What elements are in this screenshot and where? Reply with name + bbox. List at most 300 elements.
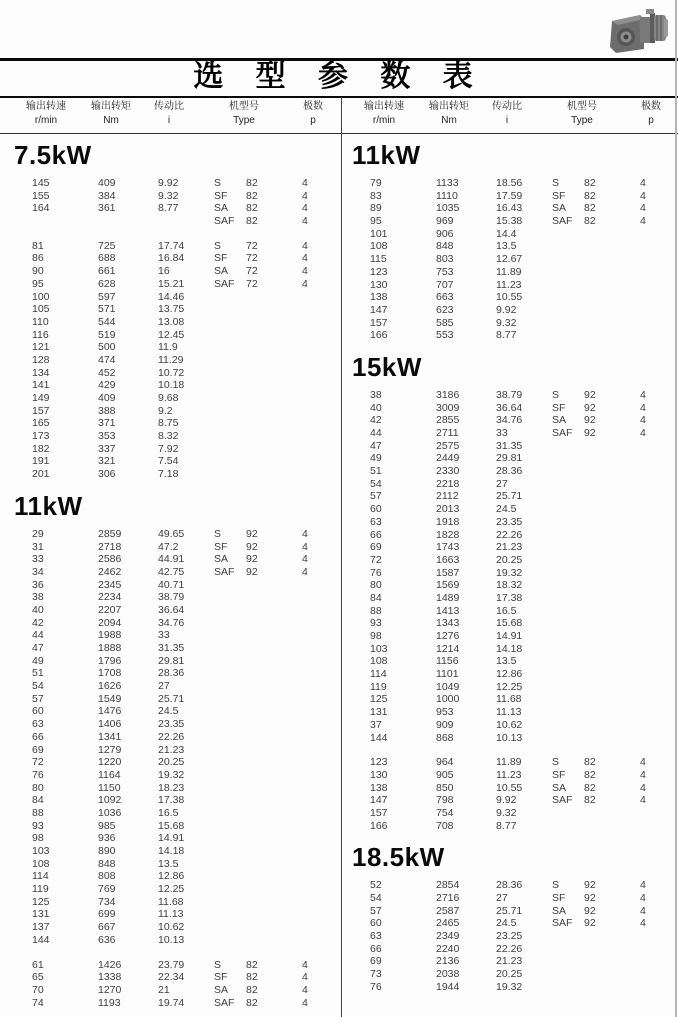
cell-ratio: 19.74 bbox=[158, 996, 185, 1009]
cell-speed: 108 bbox=[370, 240, 388, 253]
cell-ratio: 23.35 bbox=[158, 718, 185, 731]
cell-ratio: 10.55 bbox=[496, 291, 523, 304]
cell-speed: 66 bbox=[370, 942, 382, 955]
cell-ratio: 14.4 bbox=[496, 227, 517, 240]
column-headers-right bbox=[346, 100, 678, 128]
cell-poles: 4 bbox=[302, 239, 308, 252]
cell-speed: 74 bbox=[32, 996, 44, 1009]
cell-speed: 90 bbox=[32, 265, 44, 278]
cell-type-size: 82 bbox=[584, 794, 596, 807]
table-row bbox=[8, 604, 340, 617]
cell-ratio: 24.5 bbox=[158, 705, 179, 718]
cell-torque: 850 bbox=[436, 781, 454, 794]
cell-ratio: 10.55 bbox=[496, 781, 523, 794]
cell-speed: 66 bbox=[370, 528, 382, 541]
cell-ratio: 14.91 bbox=[496, 630, 523, 642]
table-row bbox=[346, 756, 678, 769]
column-header bbox=[288, 100, 338, 128]
cell-speed: 84 bbox=[370, 591, 382, 604]
cell-torque: 384 bbox=[98, 189, 116, 202]
cell-poles: 4 bbox=[640, 756, 646, 769]
cell-speed: 63 bbox=[370, 930, 382, 943]
cell-speed: 60 bbox=[370, 503, 382, 516]
cell-torque: 1476 bbox=[98, 705, 122, 718]
table-row bbox=[346, 968, 678, 981]
cell-type-prefix: SA bbox=[214, 553, 229, 566]
cell-torque: 3009 bbox=[436, 401, 460, 414]
cell-ratio: 27 bbox=[158, 680, 170, 693]
cell-type-size: 92 bbox=[246, 565, 258, 578]
cell-speed: 103 bbox=[32, 845, 50, 857]
cell-speed: 123 bbox=[370, 265, 388, 278]
cell-ratio: 11.13 bbox=[496, 706, 522, 719]
cell-speed: 60 bbox=[32, 705, 44, 718]
cell-torque: 519 bbox=[98, 328, 116, 341]
table-row bbox=[346, 516, 678, 529]
cell-ratio: 14.46 bbox=[158, 290, 185, 303]
cell-ratio: 27 bbox=[496, 892, 508, 904]
cell-torque: 754 bbox=[436, 806, 454, 819]
column-header-unit: p bbox=[310, 115, 316, 126]
cell-ratio: 15.21 bbox=[158, 277, 185, 290]
cell-torque: 1708 bbox=[98, 667, 122, 680]
cell-ratio: 10.62 bbox=[158, 921, 185, 934]
cell-torque: 1828 bbox=[436, 528, 460, 541]
power-section-heading: 7.5kW bbox=[14, 140, 92, 170]
cell-torque: 1663 bbox=[436, 553, 460, 566]
cell-poles: 4 bbox=[302, 540, 308, 553]
cell-torque: 2094 bbox=[98, 616, 122, 629]
table-row bbox=[8, 832, 340, 845]
table-row bbox=[346, 693, 678, 706]
data-group bbox=[8, 177, 340, 228]
table-row bbox=[8, 591, 340, 604]
cell-speed: 138 bbox=[370, 291, 388, 304]
cell-torque: 2112 bbox=[436, 490, 459, 503]
cell-ratio: 13.75 bbox=[158, 303, 185, 316]
cell-torque: 890 bbox=[98, 845, 116, 857]
cell-speed: 93 bbox=[32, 819, 44, 832]
cell-type-prefix: SA bbox=[214, 202, 229, 215]
data-group bbox=[8, 959, 340, 1010]
cell-torque: 371 bbox=[98, 417, 116, 430]
table-row bbox=[8, 329, 340, 342]
cell-torque: 1569 bbox=[436, 579, 460, 592]
cell-torque: 1193 bbox=[98, 996, 121, 1009]
cell-speed: 84 bbox=[32, 794, 44, 807]
cell-ratio: 9.68 bbox=[158, 392, 179, 404]
cell-speed: 145 bbox=[32, 177, 50, 189]
cell-ratio: 25.71 bbox=[496, 904, 523, 917]
cell-speed: 38 bbox=[370, 388, 382, 401]
cell-torque: 663 bbox=[436, 291, 454, 304]
table-row bbox=[346, 304, 678, 317]
cell-ratio: 12.67 bbox=[496, 253, 523, 266]
cell-torque: 2465 bbox=[436, 917, 460, 930]
cell-speed: 130 bbox=[370, 278, 388, 291]
cell-ratio: 9.32 bbox=[158, 189, 179, 202]
table-row bbox=[346, 490, 678, 503]
cell-poles: 4 bbox=[302, 565, 308, 578]
cell-speed: 33 bbox=[32, 553, 44, 566]
cell-speed: 128 bbox=[32, 353, 50, 366]
cell-torque: 964 bbox=[436, 756, 454, 769]
cell-ratio: 15.38 bbox=[496, 215, 523, 228]
cell-ratio: 7.92 bbox=[158, 442, 179, 455]
cell-speed: 36 bbox=[32, 578, 44, 591]
cell-speed: 157 bbox=[370, 806, 388, 819]
cell-speed: 44 bbox=[370, 427, 382, 439]
cell-torque: 2854 bbox=[436, 879, 460, 892]
cell-type-prefix: S bbox=[214, 527, 222, 540]
cell-ratio: 16.5 bbox=[158, 806, 179, 819]
cell-poles: 4 bbox=[640, 177, 646, 189]
cell-ratio: 10.13 bbox=[158, 933, 185, 946]
cell-speed: 131 bbox=[32, 908, 50, 921]
cell-torque: 585 bbox=[436, 316, 454, 329]
cell-ratio: 17.74 bbox=[158, 239, 185, 252]
table-row bbox=[8, 934, 340, 947]
cell-type-prefix: SAF bbox=[552, 215, 573, 228]
cell-ratio: 27 bbox=[496, 477, 508, 490]
cell-torque: 1150 bbox=[98, 781, 121, 794]
cell-ratio: 10.18 bbox=[158, 379, 185, 392]
cell-poles: 4 bbox=[302, 971, 308, 984]
table-row bbox=[346, 769, 678, 782]
table-row bbox=[8, 367, 340, 380]
cell-speed: 108 bbox=[32, 857, 50, 870]
cell-torque: 936 bbox=[98, 832, 116, 845]
cell-speed: 60 bbox=[370, 917, 382, 930]
cell-speed: 38 bbox=[32, 591, 44, 604]
cell-speed: 110 bbox=[32, 315, 49, 328]
table-row bbox=[8, 769, 340, 782]
cell-ratio: 23.79 bbox=[158, 958, 185, 971]
cell-torque: 353 bbox=[98, 430, 116, 443]
table-row bbox=[8, 718, 340, 731]
cell-type-prefix: SF bbox=[552, 768, 566, 781]
cell-ratio: 29.81 bbox=[158, 654, 185, 667]
cell-torque: 905 bbox=[436, 768, 454, 781]
cell-ratio: 13.5 bbox=[496, 240, 517, 253]
page-title: 选 型 参 数 表 bbox=[193, 60, 485, 93]
cell-torque: 1220 bbox=[98, 756, 122, 769]
cell-torque: 1944 bbox=[436, 980, 460, 993]
table-row bbox=[8, 794, 340, 807]
table-row bbox=[346, 414, 678, 427]
cell-ratio: 21.23 bbox=[496, 955, 523, 968]
cell-poles: 4 bbox=[640, 427, 646, 439]
cell-torque: 2575 bbox=[436, 439, 460, 452]
cell-speed: 166 bbox=[370, 819, 388, 832]
cell-torque: 1343 bbox=[436, 617, 460, 630]
cell-speed: 51 bbox=[32, 667, 44, 680]
table-row bbox=[8, 959, 340, 972]
cell-torque: 2349 bbox=[436, 930, 460, 943]
table-row bbox=[8, 896, 340, 909]
cell-torque: 409 bbox=[98, 392, 116, 404]
cell-torque: 2330 bbox=[436, 465, 460, 478]
table-row bbox=[8, 908, 340, 921]
cell-speed: 88 bbox=[370, 604, 382, 617]
cell-torque: 699 bbox=[98, 908, 116, 921]
cell-torque: 1626 bbox=[98, 680, 122, 693]
table-row bbox=[346, 478, 678, 491]
cell-ratio: 38.79 bbox=[496, 388, 523, 401]
column-header bbox=[538, 100, 626, 128]
cell-torque: 2136 bbox=[436, 955, 460, 968]
cell-speed: 157 bbox=[32, 404, 50, 417]
cell-type-size: 92 bbox=[584, 388, 596, 401]
column-header-label: 输出转矩 bbox=[91, 101, 131, 112]
cell-torque: 1279 bbox=[98, 743, 122, 756]
header-rule-bottom bbox=[0, 133, 678, 134]
table-row bbox=[8, 807, 340, 820]
cell-ratio: 31.35 bbox=[158, 642, 185, 654]
cell-ratio: 47.2 bbox=[158, 540, 179, 553]
table-row bbox=[346, 266, 678, 279]
cell-ratio: 9.32 bbox=[496, 806, 517, 819]
cell-torque: 667 bbox=[98, 921, 116, 934]
cell-speed: 134 bbox=[32, 366, 50, 379]
cell-speed: 121 bbox=[32, 341, 50, 354]
cell-speed: 114 bbox=[32, 870, 49, 883]
cell-type-prefix: SF bbox=[214, 540, 228, 553]
cell-type-prefix: S bbox=[552, 177, 560, 189]
table-row bbox=[346, 253, 678, 266]
cell-speed: 157 bbox=[370, 316, 388, 329]
table-row bbox=[346, 917, 678, 930]
cell-type-size: 82 bbox=[246, 177, 258, 189]
cell-speed: 42 bbox=[32, 616, 44, 629]
cell-torque: 798 bbox=[436, 794, 454, 807]
cell-ratio: 10.13 bbox=[496, 731, 523, 744]
cell-ratio: 13.5 bbox=[496, 655, 517, 668]
cell-speed: 155 bbox=[32, 189, 50, 202]
cell-type-size: 82 bbox=[584, 189, 596, 202]
cell-type-size: 92 bbox=[584, 904, 596, 917]
table-row bbox=[346, 215, 678, 228]
cell-ratio: 23.25 bbox=[496, 930, 523, 943]
cell-ratio: 31.35 bbox=[496, 439, 523, 452]
table-row bbox=[346, 943, 678, 956]
cell-torque: 953 bbox=[436, 706, 454, 719]
table-row bbox=[8, 252, 340, 265]
cell-type-prefix: SAF bbox=[552, 917, 573, 930]
cell-torque: 753 bbox=[436, 265, 454, 278]
cell-torque: 597 bbox=[98, 290, 116, 303]
cell-ratio: 18.56 bbox=[496, 177, 523, 189]
column-header-label: 输出转矩 bbox=[429, 101, 469, 112]
cell-speed: 86 bbox=[32, 252, 44, 265]
cell-ratio: 34.76 bbox=[496, 414, 523, 427]
table-row bbox=[8, 680, 340, 693]
table-row bbox=[8, 858, 340, 871]
cell-type-prefix: S bbox=[214, 239, 222, 252]
cell-torque: 1101 bbox=[436, 668, 459, 681]
cell-speed: 70 bbox=[32, 983, 44, 996]
column-header-label: 极数 bbox=[303, 101, 323, 112]
cell-speed: 147 bbox=[370, 794, 388, 807]
cell-type-size: 82 bbox=[584, 215, 596, 228]
cell-ratio: 44.91 bbox=[158, 553, 185, 566]
cell-ratio: 10.62 bbox=[496, 718, 523, 731]
cell-speed: 144 bbox=[32, 933, 50, 946]
cell-speed: 29 bbox=[32, 527, 44, 540]
cell-ratio: 9.92 bbox=[496, 303, 517, 316]
cell-speed: 72 bbox=[370, 553, 382, 566]
table-row bbox=[8, 541, 340, 554]
table-row bbox=[346, 681, 678, 694]
cell-type-size: 92 bbox=[584, 879, 596, 892]
table-row bbox=[346, 820, 678, 833]
cell-torque: 769 bbox=[98, 883, 116, 896]
table-row bbox=[346, 329, 678, 342]
cell-speed: 31 bbox=[32, 540, 44, 553]
cell-torque: 2859 bbox=[98, 527, 122, 540]
cell-speed: 49 bbox=[370, 452, 382, 465]
cell-ratio: 11.68 bbox=[158, 895, 184, 908]
cell-torque: 2587 bbox=[436, 904, 460, 917]
cell-torque: 803 bbox=[436, 253, 454, 266]
cell-poles: 4 bbox=[640, 189, 646, 202]
table-row bbox=[8, 468, 340, 481]
cell-torque: 571 bbox=[98, 303, 116, 316]
cell-speed: 191 bbox=[32, 455, 50, 468]
cell-torque: 707 bbox=[436, 278, 454, 291]
cell-speed: 57 bbox=[370, 904, 382, 917]
cell-speed: 165 bbox=[32, 417, 50, 430]
cell-speed: 81 bbox=[32, 239, 44, 252]
table-row bbox=[346, 981, 678, 994]
scan-edge-shadow bbox=[675, 0, 677, 1017]
cell-ratio: 11.9 bbox=[158, 341, 178, 354]
cell-torque: 1092 bbox=[98, 794, 122, 807]
cell-torque: 985 bbox=[98, 819, 116, 832]
cell-torque: 2855 bbox=[436, 414, 460, 427]
cell-speed: 80 bbox=[370, 579, 382, 592]
table-row bbox=[8, 997, 340, 1010]
cell-ratio: 21 bbox=[158, 983, 170, 996]
table-row bbox=[8, 921, 340, 934]
table-row bbox=[8, 291, 340, 304]
cell-type-size: 82 bbox=[584, 177, 596, 189]
cell-torque: 969 bbox=[436, 215, 454, 228]
cell-speed: 130 bbox=[370, 768, 388, 781]
cell-torque: 2586 bbox=[98, 553, 122, 566]
cell-type-size: 72 bbox=[246, 239, 258, 252]
table-row bbox=[8, 341, 340, 354]
data-group bbox=[346, 389, 678, 744]
cell-type-prefix: SAF bbox=[552, 794, 573, 807]
cell-torque: 2013 bbox=[436, 503, 460, 516]
cell-type-size: 82 bbox=[246, 996, 258, 1009]
cell-type-size: 92 bbox=[246, 553, 258, 566]
table-row bbox=[8, 883, 340, 896]
cell-torque: 628 bbox=[98, 277, 116, 290]
cell-ratio: 11.68 bbox=[496, 693, 522, 706]
table-row bbox=[346, 592, 678, 605]
cell-speed: 114 bbox=[370, 668, 387, 681]
cell-poles: 4 bbox=[640, 388, 646, 401]
cell-speed: 40 bbox=[370, 401, 382, 414]
table-row bbox=[346, 279, 678, 292]
cell-poles: 4 bbox=[302, 527, 308, 540]
cell-torque: 1133 bbox=[436, 177, 459, 189]
cell-speed: 182 bbox=[32, 442, 50, 455]
data-group bbox=[346, 177, 678, 342]
cell-torque: 848 bbox=[98, 857, 116, 870]
table-row bbox=[8, 731, 340, 744]
cell-poles: 4 bbox=[302, 215, 308, 228]
cell-torque: 452 bbox=[98, 366, 116, 379]
cell-ratio: 16.84 bbox=[158, 252, 185, 265]
cell-type-size: 82 bbox=[246, 215, 258, 228]
cell-torque: 1000 bbox=[436, 693, 460, 706]
cell-poles: 4 bbox=[302, 252, 308, 265]
cell-speed: 115 bbox=[370, 253, 387, 266]
cell-type-prefix: SF bbox=[214, 971, 228, 984]
cell-speed: 149 bbox=[32, 392, 50, 404]
cell-ratio: 20.25 bbox=[496, 968, 523, 981]
cell-type-prefix: SAF bbox=[214, 277, 235, 290]
cell-ratio: 16 bbox=[158, 265, 170, 278]
table-row bbox=[346, 630, 678, 643]
table-row bbox=[8, 971, 340, 984]
cell-ratio: 40.71 bbox=[158, 578, 185, 591]
cell-torque: 1338 bbox=[98, 971, 122, 984]
table-row bbox=[346, 389, 678, 402]
cell-speed: 144 bbox=[370, 731, 388, 744]
cell-type-size: 92 bbox=[246, 540, 258, 553]
table-row bbox=[8, 845, 340, 858]
cell-type-prefix: S bbox=[552, 756, 560, 769]
cell-torque: 636 bbox=[98, 933, 116, 946]
cell-ratio: 49.65 bbox=[158, 527, 185, 540]
data-group bbox=[8, 528, 340, 947]
cell-type-prefix: SA bbox=[552, 414, 567, 427]
cell-torque: 1489 bbox=[436, 591, 460, 604]
cell-type-prefix: SAF bbox=[214, 996, 235, 1009]
table-row bbox=[8, 417, 340, 430]
cell-ratio: 11.13 bbox=[158, 908, 184, 921]
cell-ratio: 12.86 bbox=[158, 870, 185, 883]
cell-type-prefix: SA bbox=[552, 904, 567, 917]
cell-ratio: 8.77 bbox=[496, 329, 517, 342]
cell-type-size: 72 bbox=[246, 252, 258, 265]
cell-torque: 2449 bbox=[436, 452, 460, 465]
cell-ratio: 11.89 bbox=[496, 265, 522, 278]
cell-torque: 2218 bbox=[436, 477, 460, 490]
cell-ratio: 9.92 bbox=[158, 177, 179, 189]
cell-ratio: 23.35 bbox=[496, 515, 523, 528]
cell-type-size: 92 bbox=[584, 414, 596, 427]
cell-speed: 166 bbox=[370, 329, 388, 342]
cell-speed: 76 bbox=[32, 768, 44, 781]
table-row bbox=[346, 879, 678, 892]
cell-torque: 337 bbox=[98, 442, 116, 455]
cell-torque: 3186 bbox=[436, 388, 460, 401]
cell-ratio: 17.38 bbox=[496, 591, 523, 604]
cell-poles: 4 bbox=[302, 553, 308, 566]
cell-type-size: 82 bbox=[584, 781, 596, 794]
column-header-unit: i bbox=[167, 115, 171, 126]
table-row bbox=[346, 617, 678, 630]
cell-poles: 4 bbox=[640, 202, 646, 215]
cell-ratio: 15.68 bbox=[158, 819, 185, 832]
cell-ratio: 22.26 bbox=[158, 730, 185, 743]
cell-speed: 201 bbox=[32, 468, 50, 481]
